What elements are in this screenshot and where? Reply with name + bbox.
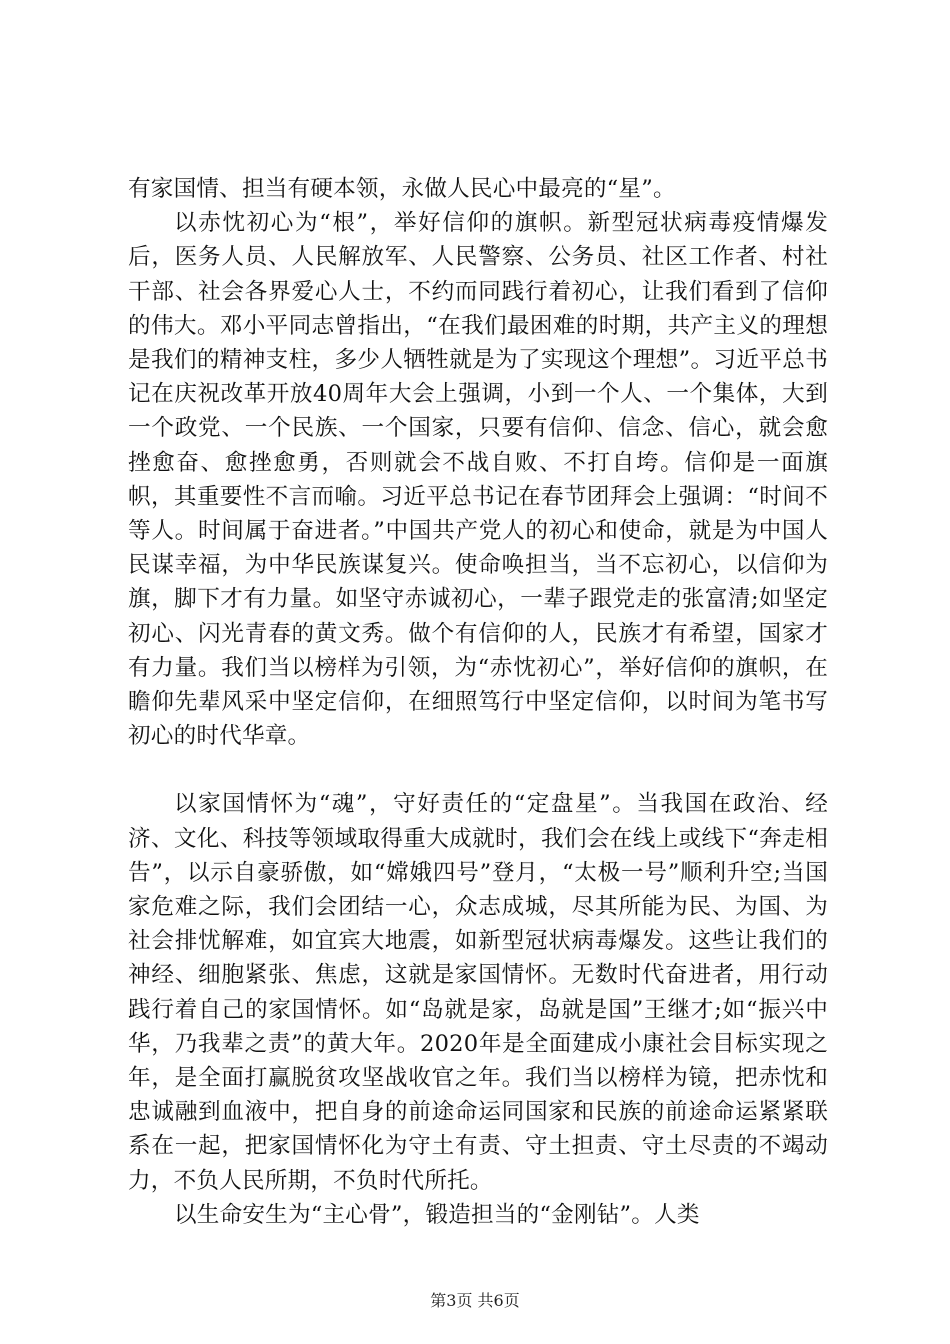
page-number-footer: 第3页 共6页: [430, 1291, 520, 1310]
paragraph-responsibility: 以生命安生为“主心骨”，锻造担当的“金刚钻”。人类: [174, 1201, 700, 1228]
paragraph-spacer: [128, 753, 828, 787]
paragraph-continuation: 有家国情、担当有硬本领，永做人民心中最亮的“星”。: [128, 176, 676, 202]
paragraph-patriotism: 以家国情怀为“魂”，守好责任的“定盘星”。当我国在政治、经济、文化、科技等领域取得重大成就时，我们会在线上或线下“奔走相告”，以示自豪骄傲，如“嫦娥四号”登月，“太极一号”顺利升空;当国家危难之际，我们会团结一心，众志成城，尽其所能为民、为国、为社会排忧解难，如宜宾大地震，如新型冠状病毒爆发。这些让我们的神经、细胞紧张、焦虑，这就是家国情怀。无数时代奋进者，用行动践行着自己的家国情怀。如“岛就是家，岛就是国”王继才;如“振兴中华，乃我辈之责”的黄大年。2020年是全面建成小康社会目标实现之年，是全面打赢脱贫攻坚战收官之年。我们当以榜样为镜，把赤忱和忠诚融到血液中，把自身的前途命运同国家和民族的前途命运紧紧联系在一起，把家国情怀化为守土有责、守土担责、守土尽责的不竭动力，不负人民所期，不负时代所托。: [128, 791, 828, 1194]
paragraph-faith: 以赤忱初心为“根”，举好信仰的旗帜。新型冠状病毒疫情爆发后，医务人员、人民解放军、人民警察、公务员、社区工作者、村社干部、社会各界爱心人士，不约而同践行着初心，让我们看到了信仰的伟大。邓小平同志曾指出，“在我们最困难的时期，共产主义的理想是我们的精神支柱，多少人牺牲就是为了实现这个理想”。习近平总书记在庆祝改革开放40周年大会上强调，小到一个人、一个集体，大到一个政党、一个民族、一个国家，只要有信仰、信念、信心，就会愈挫愈奋、愈挫愈勇，否则就会不战自败、不打自垮。信仰是一面旗帜，其重要性不言而喻。习近平总书记在春节团拜会上强调：“时间不等人。时间属于奋进者。”中国共产党人的初心和使命，就是为中国人民谋幸福，为中华民族谋复兴。使命唤担当，当不忘初心，以信仰为旗，脚下才有力量。如坚守赤诚初心，一辈子跟党走的张富清;如坚定初心、闪光青春的黄文秀。做个有信仰的人，民族才有希望，国家才有力量。我们当以榜样为引领，为“赤忱初心”，举好信仰的旗帜，在瞻仰先辈风采中坚定信仰，在细照笃行中坚定信仰，以时间为笔书写初心的时代华章。: [128, 210, 828, 750]
document-body: [128, 172, 828, 1232]
